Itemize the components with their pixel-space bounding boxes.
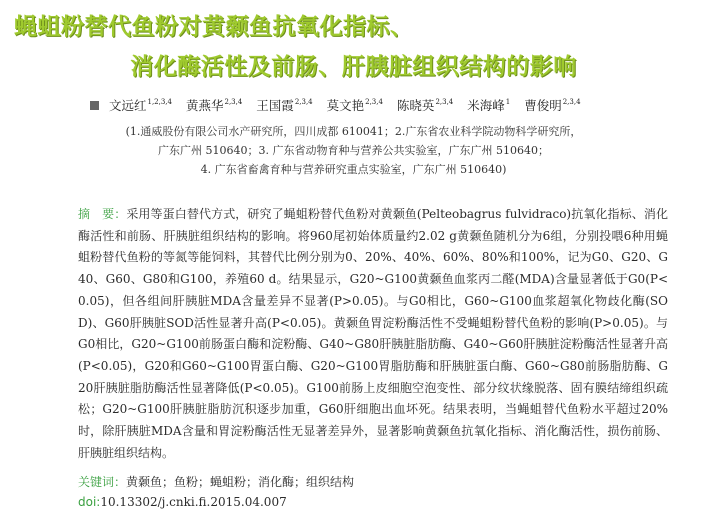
keywords	[78, 473, 354, 490]
keywords-text: 黄颡鱼；鱼粉；蝇蛆粉；消化酶；组织结构	[126, 475, 355, 489]
affiliation-line-3: 4. 广东省畜禽育种与营养研究重点实验室，广东广州 510640)	[200, 163, 507, 176]
abstract-label: 摘	[78, 207, 97, 221]
doi-text: 10.13302/j.cnki.fi.2015.04.007	[100, 495, 287, 509]
doi	[78, 495, 287, 509]
author-2: 黄燕华$^{2,3,4}$	[185, 98, 243, 113]
doi-label: doi:	[78, 495, 101, 509]
abstract-text: 采用等蛋白替代方式，研究了蝇蛆粉替代鱼粉对黄颡鱼(Pelteobagrus fulvidraco)抗氧化指标、消化酶活性和前肠、肝胰脏组织结构的影响。将960尾初始体质量约2.02 g黄颡鱼随机分为6组，分别投喂6种用蝇蛆粉替代鱼粉的等氮等能饲料，其替代比例分别为0、20%、40%、60%、80%和100%，记为G0、G20、G40、G60、G80和G100，养殖60 d。结果显示，G20~G100黄颡鱼血浆丙二醛(MDA)含量显著低于G0(P<0.05)，但各组间肝胰脏MDA含量差异不显著(P>0.05)。与G0相比，G60~G100血浆超氧化物歧化酶(SOD)、G60肝胰脏SOD活性显著升高(P<0.05)。黄颡鱼胃淀粉酶活性不受蝇蛆粉替代鱼粉的影响(P>0.05)。与G0相比，G20~G100前肠蛋白酶和淀粉酶、G40~G80肝胰脏脂肪酶、G40~G60肝胰脏淀粉酶活性显著升高(P<0.05)，G20和G60~G100胃蛋白酶、G20~G100胃脂肪酶和肝胰脏蛋白酶、G60~G80前肠脂肪酶、G20肝胰脏脂肪酶活性显著降低(P<0.05)。G100前肠上皮细胞空泡变性、部分纹状缘脱落、固有膜结缔组织疏松；G20~G100肝胰脏脂肪沉积逐步加重，G60肝细胞出血坏死。结果表明，当蝇蛆替代鱼粉水平超过20%时，除肝胰脏MDA含量和胃淀粉酶活性无显著差异外，显著影响黄颡鱼抗氧化指标、消化酶活性，损伤前肠、肝胰脏组织结构。	[78, 207, 668, 460]
author-list	[90, 96, 690, 114]
title-line-1: 蝇蛆粉替代鱼粉对黄颡鱼抗氧化指标、	[14, 14, 414, 40]
author-marker-square	[90, 101, 99, 110]
affiliations	[0, 122, 707, 179]
author-1: 文远红$^{1,2,3,4}$	[108, 98, 172, 113]
affiliation-line-1: (1.通威股份有限公司水产研究所，四川成都 610041；2.广东省农业科学院动物科学研究所，	[125, 125, 582, 138]
keywords-label: 关键词：	[78, 475, 127, 489]
author-3: 王国霞$^{2,3,4}$	[256, 98, 313, 113]
author-5: 陈晓英$^{2,3,4}$	[396, 98, 454, 113]
author-7: 曹俊明$^{2,3,4}$	[524, 98, 581, 113]
author-6: 米海峰$^1$	[467, 98, 511, 113]
author-4: 莫文艳$^{2,3,4}$	[326, 98, 383, 113]
affiliation-line-2: 广东广州 510640；3. 广东省动物育种与营养公共实验室，广东广州 510640；	[158, 144, 549, 157]
title-line-2: 消化酶活性及前肠、肝胰脏组织结构的影响	[130, 54, 577, 80]
abstract	[78, 204, 668, 464]
abstract-label-2: 要：	[102, 207, 127, 221]
